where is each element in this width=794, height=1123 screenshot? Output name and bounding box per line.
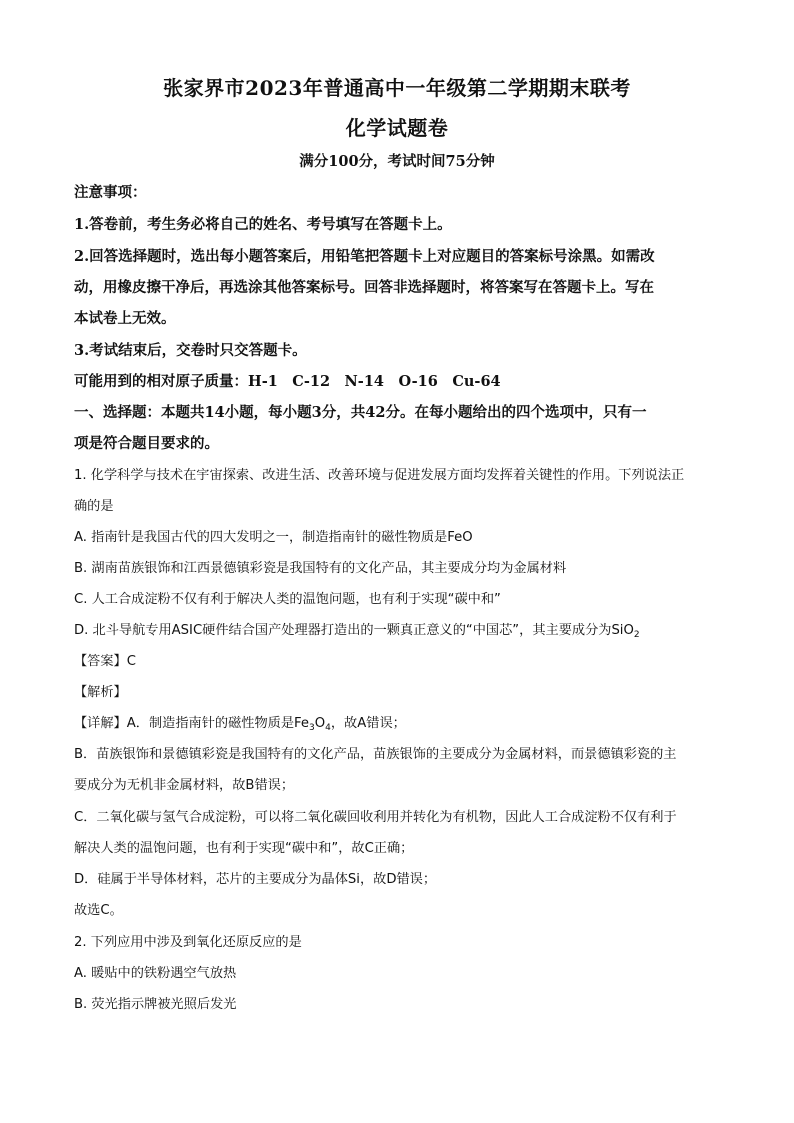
q1-option-d-text: D. 北斗导航专用ASIC硬件结合国产处理器打造出的一颗真正意义的“中国芯”，其主要成分为SiO (74, 623, 634, 638)
exam-subtitle: 化学试题卷 (345, 116, 449, 140)
q1-detail-a-post: ，故A错误； (330, 716, 406, 731)
q1-answer: 【答案】C (74, 654, 136, 669)
section-1-line-1: 一、选择题：本题共14小题，每小题3分，共42分。在每小题给出的四个选项中，只有一 (74, 404, 647, 421)
q1-option-d-subscript: 2 (633, 630, 640, 640)
q1-conclusion: 故选C。 (74, 903, 123, 918)
q1-analysis-heading: 【解析】 (74, 685, 127, 700)
q1-detail-a-sub2: 4 (325, 723, 331, 733)
q1-detail-a-pre: 【详解】A．制造指南针的磁性物质是Fe (74, 716, 309, 731)
q1-detail-a-sub1: 3 (309, 723, 315, 733)
note-2-line-1: 2.回答选择题时，选出每小题答案后，用铅笔把答题卡上对应题目的答案标号涂黑。如需改 (74, 248, 655, 265)
q1-detail-c-line-2: 解决人类的温饱问题，也有利于实现“碳中和”，故C正确； (74, 841, 414, 856)
q1-detail-b-line-2: 要成分为无机非金属材料，故B错误； (74, 778, 295, 793)
note-2-line-3: 本试卷上无效。 (74, 310, 176, 327)
q1-detail-d: D．硅属于半导体材料，芯片的主要成分为晶体Si，故D错误； (74, 872, 437, 887)
q2-option-a: A. 暖贴中的铁粉遇空气放热 (74, 966, 237, 981)
q1-option-d (74, 619, 724, 640)
q1-stem-line-1: 1. 化学科学与技术在宇宙探索、改进生活、改善环境与促进发展方面均发挥着关键性的作用。下列说法正 (74, 468, 685, 483)
notes-heading: 注意事项： (74, 184, 147, 201)
exam-info: 满分100分，考试时间75分钟 (299, 153, 495, 170)
q2-stem: 2. 下列应用中涉及到氧化还原反应的是 (74, 935, 302, 950)
q1-option-c: C. 人工合成淀粉不仅有利于解决人类的温饱问题，也有利于实现“碳中和” (74, 592, 501, 607)
q1-detail-a (74, 712, 724, 733)
q1-detail-c-line-1: C．二氧化碳与氢气合成淀粉，可以将二氧化碳回收利用并转化为有机物，因此人工合成淀粉不仅有利于 (74, 810, 677, 825)
q1-option-a: A. 指南针是我国古代的四大发明之一，制造指南针的磁性物质是FeO (74, 530, 473, 545)
atomic-masses: 可能用到的相对原子质量：H-1 C-12 N-14 O-16 Cu-64 (74, 373, 501, 390)
q1-detail-a-mid: O (314, 716, 326, 731)
note-2-line-2: 动，用橡皮擦干净后，再选涂其他答案标号。回答非选择题时，将答案写在答题卡上。写在 (74, 279, 654, 296)
q1-detail-b-line-1: B．苗族银饰和景德镇彩瓷是我国特有的文化产品，苗族银饰的主要成分为金属材料，而景德镇彩瓷的主 (74, 747, 677, 762)
q1-stem-line-2: 确的是 (74, 499, 114, 514)
section-1-line-2: 项是符合题目要求的。 (74, 435, 219, 452)
note-3: 3.考试结束后，交卷时只交答题卡。 (74, 342, 307, 359)
q2-option-b: B. 荧光指示牌被光照后发光 (74, 997, 237, 1012)
exam-title: 张家界市2023年普通高中一年级第二学期期末联考 (163, 76, 631, 100)
note-1: 1.答卷前，考生务必将自己的姓名、考号填写在答题卡上。 (74, 216, 452, 233)
q1-option-b: B. 湖南苗族银饰和江西景德镇彩瓷是我国特有的文化产品，其主要成分均为金属材料 (74, 561, 567, 576)
